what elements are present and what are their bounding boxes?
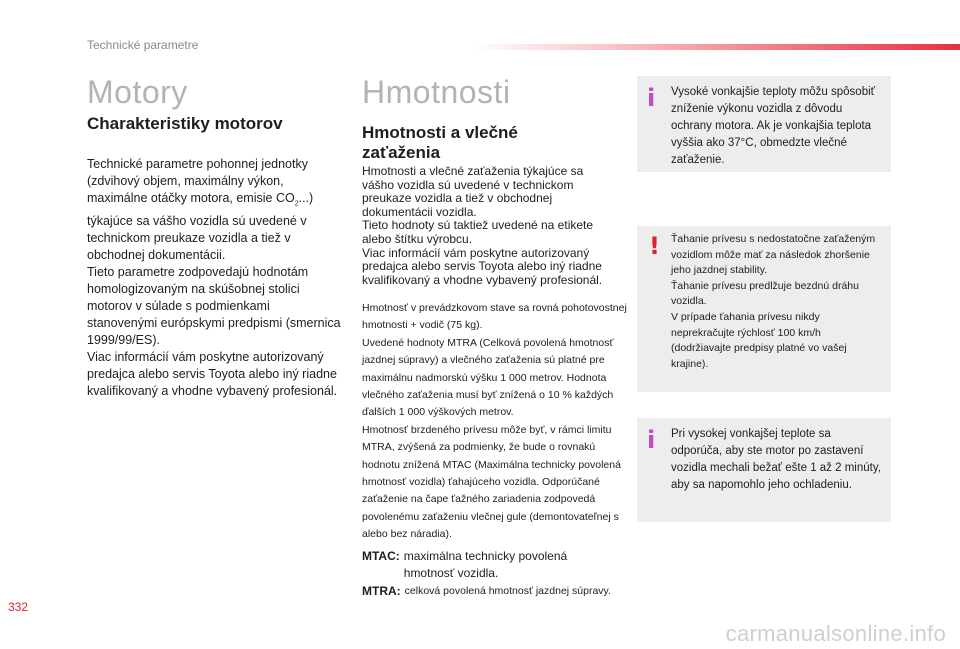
hmotnosti-title: Hmotnosti (362, 74, 511, 110)
motory-paragraph-1: Technické parametre pohonnej jednotky (zdvihový objem, maximálny výkon, maximálne otáčky motora, emisie $CO_2$...) týkajúce sa vášho vozidla sú uvedené v technickom preukaze vozidla a tiež v obchodnej dokumentácii. (87, 157, 314, 262)
warning-icon: ! (649, 232, 660, 260)
warning-note-paragraph-2: Ťahanie prívesu predlžuje bezdnú dráhu vozidla. (671, 279, 859, 308)
section-label: Technické parametre (87, 38, 199, 52)
header-accent-bar (470, 44, 960, 50)
watermark: carmanualsonline.info (725, 621, 946, 646)
hmotnosti-subtitle: Hmotnosti a vlečné zaťaženia (362, 123, 518, 162)
abbr-mtra-term: MTRA: (362, 584, 401, 598)
warning-note-box (637, 226, 891, 392)
abbr-mtra (362, 583, 632, 600)
hmotnosti-note-2: Uvedené hodnoty MTRA (Celková povolená hmotnosť jazdnej súpravy) a vlečného zaťaženia sú platné pre maximálnu nadmorskú výšku 1 000 metrov. Hodnota vlečného zaťaženia musí byť znížená o 10 % každých ďalších 1 000 výškových metrov. (362, 336, 614, 419)
motory-paragraph-3: Viac informácií vám poskytne autorizovaný predajca alebo servis Toyota alebo iný riadne kvalifikovaný a vhodne vybavený profesionál. (87, 349, 338, 398)
abbr-mtac-term: MTAC: (362, 549, 400, 563)
abbr-mtac (362, 548, 632, 582)
hmotnosti-paragraph-3: Viac informácií vám poskytne autorizovaný predajca alebo servis Toyota alebo iný riadne kvalifikovaný a vhodne vybavený profesionál. (362, 245, 603, 287)
hmotnosti-note-1: Hmotnosť v prevádzkovom stave sa rovná pohotovostnej hmotnosti + vodič (75 kg). (362, 302, 627, 332)
page-number: 332 (8, 600, 29, 614)
abbreviations (362, 548, 632, 600)
warning-note-paragraph-1: Ťahanie prívesu s nedostatočne zaťaženým vozidlom môže mať za následok zhoršenie jeho jazdnej stability. (671, 233, 876, 277)
info-icon: i (647, 84, 656, 112)
info-note-box-1 (637, 76, 891, 172)
hmotnosti-notes (362, 300, 627, 544)
motory-subtitle: Charakteristiky motorov (87, 114, 283, 133)
info-note-2-text: Pri vysokej vonkajšej teplote sa odporúča, aby ste motor po zastavení vozidla mechali bežať ešte 1 až 2 minúty, aby sa napomohlo jeho ochladeniu. (671, 428, 881, 491)
motory-title: Motory (87, 74, 188, 110)
abbr-mtra-def: celková povolená hmotnosť jazdnej súpravy. (404, 585, 611, 597)
hmotnosti-note-3: Hmotnosť brzdeného prívesu môže byť, v rámci limitu MTRA, zvýšená za podmienky, že bude o rovnakú hodnotu znížená MTAC (Maximálna technicky povolená hmotnosť vozidla) ťahajúceho vozidla. Odporúčané zaťaženie na čape ťažného zariadenia zodpovedá povolenému zaťaženiu vlečnej gule (demontovateľnej s alebo bez náradia). (362, 423, 621, 541)
warning-note-text (671, 232, 883, 372)
hmotnosti-paragraph-2: Tieto hodnoty sú taktiež uvedené na etikete alebo štítku výrobcu. (362, 218, 594, 246)
motory-text (87, 156, 342, 400)
info-note-box-2 (637, 418, 891, 522)
abbr-mtac-def: maximálna technicky povolená hmotnosť vozidla. (403, 549, 568, 580)
warning-note-paragraph-3: V prípade ťahania prívesu nikdy neprekračujte rýchlosť 100 km/h (dodržiavajte predpisy platné vo vašej krajine). (671, 310, 847, 370)
hmotnosti-paragraph-1: Hmotnosti a vlečné zaťaženia týkajúce sa vášho vozidla sú uvedené v technickom preukaze vozidla a tiež v obchodnej dokumentácii vozidla. (362, 164, 584, 219)
info-icon: i (647, 426, 656, 454)
hmotnosti-text (362, 165, 612, 287)
motory-paragraph-2: Tieto parametre zodpovedajú hodnotám homologizovaným na skúšobnej stolici motorov v súlade s podmienkami stanovenými európskymi predpismi (smernica 1999/99/ES). (87, 264, 341, 347)
info-note-1-text: Vysoké vonkajšie teploty môžu spôsobiť zníženie výkonu vozidla z dôvodu ochrany motora. Ak je vonkajšia teplota vyššia ako 37°C, obmedzte vlečné zaťaženie. (671, 86, 875, 166)
